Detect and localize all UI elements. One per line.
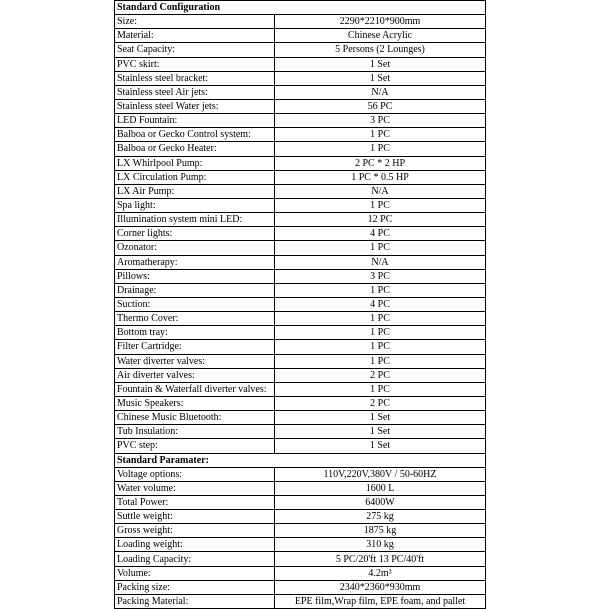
spec-value: 110V,220V,380V / 50-60HZ bbox=[275, 467, 486, 481]
spec-label: Thermo Cover: bbox=[115, 312, 275, 326]
spec-label: Voltage options: bbox=[115, 467, 275, 481]
spec-label: Aromatherapy: bbox=[115, 255, 275, 269]
spec-label: LX Whirlpool Pump: bbox=[115, 156, 275, 170]
spec-label: Stainless steel Air jets: bbox=[115, 85, 275, 99]
table-row bbox=[115, 43, 486, 57]
spec-label: Tub Insulation: bbox=[115, 425, 275, 439]
spec-label: Material: bbox=[115, 29, 275, 43]
table-row bbox=[115, 255, 486, 269]
spec-value: 1 PC * 0.5 HP bbox=[275, 170, 486, 184]
spec-label: Filter Cartridge: bbox=[115, 340, 275, 354]
table-row bbox=[115, 439, 486, 453]
spec-label: PVC step: bbox=[115, 439, 275, 453]
spec-label: Gross weight: bbox=[115, 524, 275, 538]
table-row bbox=[115, 552, 486, 566]
spec-label: Stainless steel bracket: bbox=[115, 71, 275, 85]
spec-value: 6400W bbox=[275, 495, 486, 509]
spec-value: 1 Set bbox=[275, 71, 486, 85]
table-row bbox=[115, 241, 486, 255]
spec-label: Bottom tray: bbox=[115, 326, 275, 340]
table-row bbox=[115, 481, 486, 495]
table-row bbox=[115, 269, 486, 283]
table-row bbox=[115, 15, 486, 29]
table-row bbox=[115, 580, 486, 594]
spec-value: 1 PC bbox=[275, 340, 486, 354]
table-row bbox=[115, 198, 486, 212]
spec-value: 1 Set bbox=[275, 439, 486, 453]
spec-value: 1 PC bbox=[275, 326, 486, 340]
spec-label: Packing Material: bbox=[115, 594, 275, 608]
table-row bbox=[115, 297, 486, 311]
spec-value: 1 PC bbox=[275, 312, 486, 326]
table-row bbox=[115, 538, 486, 552]
spec-label: Illumination system mini LED: bbox=[115, 213, 275, 227]
spec-value: 2 PC bbox=[275, 368, 486, 382]
spec-value: 56 PC bbox=[275, 99, 486, 113]
spec-value: 4 PC bbox=[275, 297, 486, 311]
spec-value: 1875 kg bbox=[275, 524, 486, 538]
spec-value: 2290*2210*900mm bbox=[275, 15, 486, 29]
spec-value: 1 PC bbox=[275, 382, 486, 396]
table-row bbox=[115, 128, 486, 142]
spec-label: Suttle weight: bbox=[115, 510, 275, 524]
spec-value: 1 PC bbox=[275, 241, 486, 255]
spec-table-body bbox=[115, 1, 486, 609]
spec-value: 1 Set bbox=[275, 425, 486, 439]
table-row bbox=[115, 156, 486, 170]
table-row bbox=[115, 354, 486, 368]
table-row bbox=[115, 57, 486, 71]
spec-label: Suction: bbox=[115, 297, 275, 311]
table-row bbox=[115, 227, 486, 241]
spec-label: PVC skirt: bbox=[115, 57, 275, 71]
spec-label: Chinese Music Bluetooth: bbox=[115, 411, 275, 425]
spec-label: Fountain & Waterfall diverter valves: bbox=[115, 382, 275, 396]
spec-value: 2340*2360*930mm bbox=[275, 580, 486, 594]
spec-value: 1600 L bbox=[275, 481, 486, 495]
table-row bbox=[115, 184, 486, 198]
spec-label: Water diverter valves: bbox=[115, 354, 275, 368]
spec-label: Balboa or Gecko Heater: bbox=[115, 142, 275, 156]
spec-value: 1 PC bbox=[275, 142, 486, 156]
table-row bbox=[115, 99, 486, 113]
table-row bbox=[115, 283, 486, 297]
spec-sheet bbox=[114, 0, 485, 609]
spec-value: 5 PC/20'ft 13 PC/40'ft bbox=[275, 552, 486, 566]
spec-value: N/A bbox=[275, 85, 486, 99]
spec-value: Chinese Acrylic bbox=[275, 29, 486, 43]
table-row bbox=[115, 340, 486, 354]
spec-label: Total Power: bbox=[115, 495, 275, 509]
spec-value: 3 PC bbox=[275, 114, 486, 128]
spec-value: 12 PC bbox=[275, 213, 486, 227]
spec-value: 1 Set bbox=[275, 57, 486, 71]
table-row bbox=[115, 85, 486, 99]
spec-label: Seat Capacity: bbox=[115, 43, 275, 57]
spec-label: Music Speakers: bbox=[115, 396, 275, 410]
table-row bbox=[115, 396, 486, 410]
table-row bbox=[115, 382, 486, 396]
table-row bbox=[115, 467, 486, 481]
spec-label: Loading Capacity: bbox=[115, 552, 275, 566]
table-row bbox=[115, 71, 486, 85]
section-title: Standard Paramater: bbox=[115, 453, 486, 467]
table-row bbox=[115, 142, 486, 156]
spec-label: Balboa or Gecko Control system: bbox=[115, 128, 275, 142]
spec-label: Water volume: bbox=[115, 481, 275, 495]
spec-value: 2 PC bbox=[275, 396, 486, 410]
table-row bbox=[115, 425, 486, 439]
table-row bbox=[115, 566, 486, 580]
spec-label: Pillows: bbox=[115, 269, 275, 283]
spec-value: N/A bbox=[275, 255, 486, 269]
spec-label: Air diverter valves: bbox=[115, 368, 275, 382]
table-row bbox=[115, 213, 486, 227]
table-row bbox=[115, 114, 486, 128]
section-header-row bbox=[115, 453, 486, 467]
table-row bbox=[115, 510, 486, 524]
spec-label: Stainless steel Water jets: bbox=[115, 99, 275, 113]
table-row bbox=[115, 170, 486, 184]
spec-value: 2 PC * 2 HP bbox=[275, 156, 486, 170]
spec-value: 1 PC bbox=[275, 198, 486, 212]
spec-label: Volume: bbox=[115, 566, 275, 580]
spec-table bbox=[114, 0, 486, 609]
spec-label: Drainage: bbox=[115, 283, 275, 297]
spec-label: Loading weight: bbox=[115, 538, 275, 552]
spec-label: LED Fountain: bbox=[115, 114, 275, 128]
table-row bbox=[115, 411, 486, 425]
spec-label: Size: bbox=[115, 15, 275, 29]
spec-value: 5 Persons (2 Lounges) bbox=[275, 43, 486, 57]
table-row bbox=[115, 594, 486, 608]
spec-value: 310 kg bbox=[275, 538, 486, 552]
table-row bbox=[115, 312, 486, 326]
table-row bbox=[115, 495, 486, 509]
spec-value: 275 kg bbox=[275, 510, 486, 524]
spec-value: EPE film,Wrap film, EPE foam, and pallet bbox=[275, 594, 486, 608]
spec-value: N/A bbox=[275, 184, 486, 198]
section-header-row bbox=[115, 1, 486, 15]
spec-label: LX Air Pump: bbox=[115, 184, 275, 198]
table-row bbox=[115, 29, 486, 43]
section-title: Standard Configuration bbox=[115, 1, 486, 15]
spec-label: Corner lights: bbox=[115, 227, 275, 241]
spec-value: 4.2m³ bbox=[275, 566, 486, 580]
spec-value: 1 PC bbox=[275, 128, 486, 142]
spec-label: Packing size: bbox=[115, 580, 275, 594]
table-row bbox=[115, 368, 486, 382]
spec-value: 1 Set bbox=[275, 411, 486, 425]
spec-label: Ozonator: bbox=[115, 241, 275, 255]
table-row bbox=[115, 524, 486, 538]
spec-value: 1 PC bbox=[275, 354, 486, 368]
spec-value: 4 PC bbox=[275, 227, 486, 241]
spec-label: LX Circulation Pump: bbox=[115, 170, 275, 184]
spec-label: Spa light: bbox=[115, 198, 275, 212]
spec-value: 1 PC bbox=[275, 283, 486, 297]
spec-value: 3 PC bbox=[275, 269, 486, 283]
table-row bbox=[115, 326, 486, 340]
